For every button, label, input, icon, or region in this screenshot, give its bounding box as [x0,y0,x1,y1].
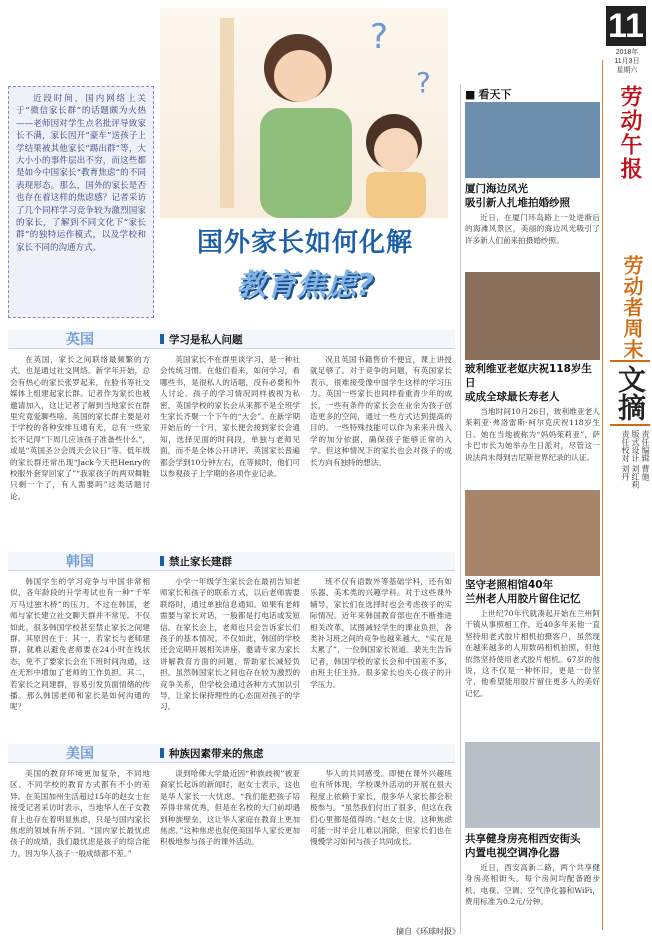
page-number: 11 [606,6,646,46]
article-column [10,768,150,934]
article-column [310,354,452,532]
section-subtitle-uk: 学习是私人问题 [160,332,243,347]
news-title: 玻利维亚老妪庆祝118岁生日 或成全球最长寿老人 [465,363,592,403]
section-subtitle-us: 种族因素带来的焦虑 [160,746,264,761]
editor-credits [606,430,650,530]
parent-face [274,50,326,102]
section-title: 文摘 [610,360,650,426]
news-text: 近日，西安高新二路，两个共享健身房亮相街头。每个房间均配备跑步机、电视、空调、空气净化器和WiFi，费用标准为0.2元/分钟。 [465,863,600,907]
article-column [160,354,300,532]
editor-line: 版式设计 刘红莉 [631,430,640,489]
question-mark-icon: ? [416,66,431,99]
editor-line: 责任校对 刘丹 [621,430,630,481]
date-day: 11月3日 [614,58,640,65]
paragraph: 美国的教育环境更加复杂，不同地区、不同学校的教育方式都有不小的差异。在美国加州生活超过15年的赵女士在接受记者采访时表示，当地华人在子女教育上也存在着明显焦虑，只是与国内家长焦虑的领域有所不同。“国内家长最忧虑孩子的成绩，我们最忧虑是孩子的综合能力，因为华人孩子一般成绩都不差。” [10,769,150,858]
parent-child-illustration [160,8,448,218]
intro-box: 近段时间，国内网络上关于“微信家长群”的话题颇为火热——老师因对学生点名批评导致家长不满，家长因开“豪车”送孩子上学结果被其他家长“踢出群”等，大大小小的事件层出不穷，而这些都是如今中国家长“教育焦虑”的不同表现形态。那么，国外的家长是否也存在着这样的焦虑感？记者采访了几个同样学习竞争较为激烈国家的家长，了解到不同文化下“家长群”的独特运作模式，以及学校和家长不同的沟通方式。 [8,86,154,318]
article-column [10,576,150,732]
question-mark-icon: ? [370,17,389,57]
article-column [310,576,452,732]
news-photo [465,102,600,178]
news-photo [465,272,600,360]
page-date [604,48,650,75]
weekly-title: 劳动者周末 [620,255,644,360]
paragraph: 谈到哈佛大学最近因“种族歧视”被亚裔家长起诉的新闻时，赵女士表示，这也是华人家长一大忧虑。“我们能把孩子培养得非常优秀，但是在名校的大门前却遇到种族壁垒，这让华人家庭在教育上更加焦虑。”这种焦虑也促使美国华人家长更加积极地参与孩子的课外活动。 [160,769,300,847]
news-title: 厦门海边风光 吸引新人扎堆拍婚纱照 [465,183,570,209]
article-column [160,576,300,732]
news-text: 当地时间10月26日，玻利维亚老人茱莉亚·弗洛雷斯·柯尔克庆祝118岁生日。她在当地被称为“妈妈茱莉亚”，萨卡巴市长为她举办生日派对，尽管这一说法尚未得到吉尼斯世界纪录的认证。 [465,407,600,462]
headline: 国外家长如何化解 [196,228,413,258]
date-weekday: 星期六 [616,67,638,74]
news-brief-header: ■ 看天下 [465,86,511,102]
news-title: 共享健身房亮相西安街头 内置电视空调净化器 [465,833,581,859]
column-divider [460,84,461,934]
article-column [10,354,150,532]
news-item [465,182,600,246]
paragraph: 况且英国书籍售价不便宜，课上讲授就足够了。对于竞争的问题，有英国家长表示，很难接受像中国学生这样的学习压力。英国一些家长也同样看重青少年的成长，一些有条件的家长会在业余为孩子创造更多的空间，通过一些方式达到提高的目的。一些特殊技能可以作为来来升级入学的加分依据，确保孩子能够正常的入学。但这种情况下的家长也会对孩子的成长方向有独特的想法。 [310,355,452,467]
paragraph: 华人的共同感受。即便在课外兴趣班也有所体现，学校课外活动的开展在很大程度上依赖于家长，很多华人家长都会积极参与。“虽然我们付出了很多，但这在我们心里都是值得的。”赵女士说，这种焦虑可能一时半会儿难以消除，但家长们也在慢慢学习如何与孩子共同成长。 [310,769,452,847]
news-item [465,832,600,908]
article-column [310,768,452,922]
article-column [160,768,300,934]
news-photo [465,490,600,576]
source-credit: 摘自《环球时报》 [396,927,460,936]
headline-sub-text: 教育焦虑 [236,268,357,303]
illustration [160,8,448,218]
section-country-uk: 英国 [66,332,94,348]
news-title: 坚守老照相馆40年 兰州老人用胶片留住记忆 [465,579,581,605]
paragraph: 韩国学生的学习竞争与中国非常相似，各年龄段的升学考试也有一种“千军万马过独木桥”的压力。不过在韩国，老师与家长建立社交聊天群并不常见。不仅如此，很多韩国学校甚至禁止家长之间建群。其原因在于：其一，若家长与老师建群，就难以避免老师要在24小时在线状态，免不了要家长会在下班时间沟通，这在无形中增加了老师的工作负担。其二，若家长之间建群，容易引发负面情绪的传播。那么韩国老师和家长是如何沟通的呢？ [10,577,150,712]
right-rail-divider [602,60,603,930]
news-text: 近日，在厦门环岛路上一处进渐后的海滩风景区，美丽的海边风光吸引了许多新人们前来拍摄婚纱照。 [465,213,600,245]
editor-line: 责任编辑 曹施 [641,430,650,481]
newspaper-logo: 劳动午报 [617,85,643,181]
child-face [374,128,418,172]
news-photo [465,742,600,828]
child-body [366,172,426,218]
news-item [465,362,600,463]
paragraph: 班不仅有语数外等基础学科，还有如乐器、美术类的兴趣学科。对于这些课外辅导，家长们在选择时也会考虑孩子的实际情况。近年来韩国教育部也在不断推进相关改革，试图减轻学生的课业负担，各类补习班之间的竞争也越来越大。“实在是太累了”，一位韩国家长说道。裴先生告诉记者，韩国学校的家长会和中国差不多，由班主任主持。很多家长也关心孩子的升学压力。 [310,577,452,689]
section-country-us: 美国 [66,746,94,762]
section-subtitle-korea: 禁止家长建群 [160,554,232,569]
news-text: 上世纪70年代就凑起开始在兰州阿干镇从事照相工作。近40多年来他一直坚持用老式胶片相机拍摄客户，虽然现在越来越多的人用数码相机拍照，但他依然坚持使用老式胶片相机。67岁的他说，这不仅是一种怀旧，更是一份坚守，他希望能用胶片留住更多人的美好记忆。 [465,609,600,698]
headline-sub: 教育焦虑? [236,268,374,303]
paragraph: 小学一年级学生家长会在最初告知老师家长和孩子的联系方式，以后老师需要联络时，通过单独信息通知。如果有老师需要与家长对话，一般都是打电话或发短信。在家长会上，老师也只会告诉家长们孩子的基本情况。不仅如此，韩国的学校还会定期开展相关讲座，邀请专家为家长讲解教育方面的问题，帮助家长减轻负担。虽然韩国家长之间也存在较为激烈的竞争关系，但学校会通过各种方式加以引导，让家长保持理性的心态面对孩子的学习。 [160,577,300,712]
pillar-shape [220,18,234,208]
parent-body [260,108,352,218]
news-item [465,578,600,699]
date-year: 2018年 [615,49,639,56]
paragraph: 在英国，家长之间联络最频繁的方式，也是通过社交网络。新学年开始，总会有热心的家长张罗起来，在脸书等社交媒体上组建起家长群。记者作为家长也被邀请加入，这让记者了解到当地家长在群里究竟爱聊些啥。英国的家长群主要是对于学校的各种安排互通有无，总有一些家长不记得“下周几应该孩子准备些什么”，或是“英国圣公会周天会议日”等。低年级的家长群还常出现“Jack今天把Henry的校服外套穿回家了”“我家孩子的两双舞鞋只剩一个了，有人需要吗”这类话题讨论。 [10,355,150,501]
paragraph: 英国家长不在群里谈学习，是一种社会传统习惯。在他们看来，如何学习，看哪些书，是很私人的话题，没有必要和外人讨论。孩子的学习情况同样被视为私密，英国学校的家长会从来都不是全班学生家长齐聚一个下午的“大会”。在新学期开始后的一个月，家长便会接到家长会通知，选择见面的时间段，单独与老师见面，而不是全体公开讲评。英国家长普遍都会学到10分钟左右，在等候时，他们可以参观孩子上学期的各项作业记录。 [160,355,300,479]
section-country-korea: 韩国 [66,554,94,570]
